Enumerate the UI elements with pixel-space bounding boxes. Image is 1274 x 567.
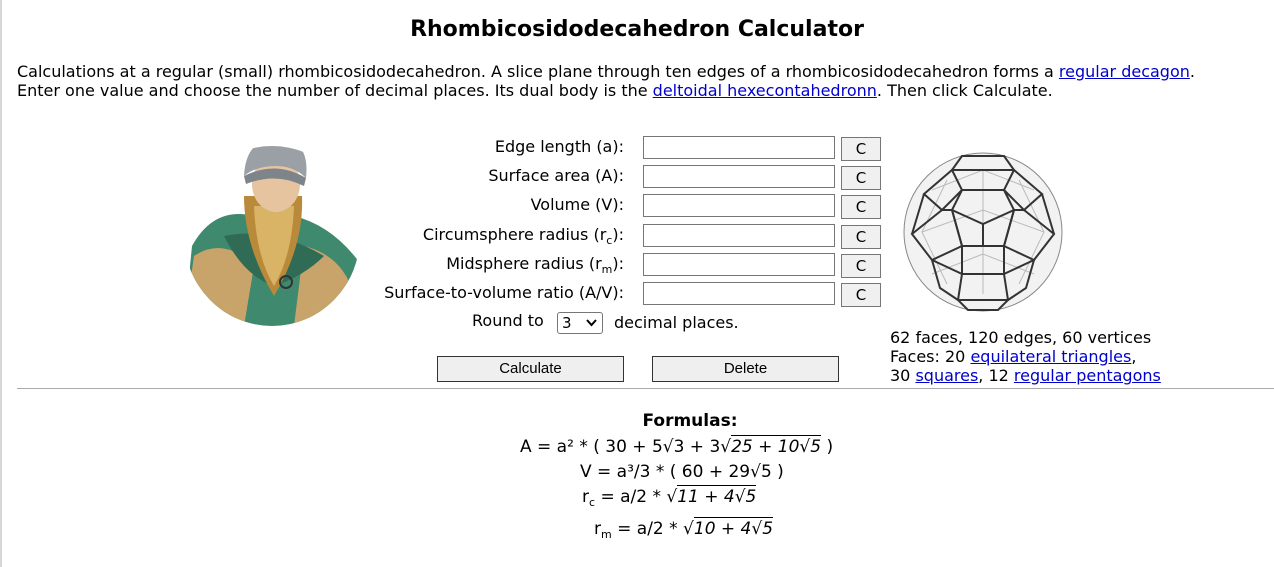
formula-A-text: A = a² * ( 30 + 5√3 + 3√ <box>520 437 732 457</box>
decimal-places-label: decimal places. <box>614 313 739 332</box>
dual-body-link[interactable]: deltoidal hexecontahedronn <box>652 81 877 100</box>
intro-line1-end: . <box>1189 62 1195 81</box>
delete-button[interactable]: Delete <box>652 356 839 382</box>
edge-length-clear-button[interactable]: C <box>841 137 881 161</box>
round-label: Round to <box>472 311 544 330</box>
volume-input[interactable] <box>643 194 835 217</box>
formula-circumsphere <box>582 487 756 507</box>
formula-surface-area <box>520 437 833 457</box>
intro-line2-end: . Then click Calculate. <box>876 81 1053 100</box>
formula-rc-r: r <box>582 487 589 507</box>
circumsphere-label-text: Circumsphere radius (r <box>422 225 607 244</box>
regular-pentagons-link[interactable]: regular pentagons <box>1013 366 1161 385</box>
calculate-button[interactable]: Calculate <box>437 356 624 382</box>
circumsphere-label-sub: c <box>606 234 613 247</box>
info-squares-count: 30 <box>890 366 916 385</box>
divider <box>17 388 1274 389</box>
left-border <box>0 0 2 567</box>
midsphere-radius-clear-button[interactable]: C <box>841 254 881 278</box>
archimedes-portrait <box>184 136 362 326</box>
midsphere-label-sub: m <box>601 263 613 276</box>
info-counts: 62 faces, 120 edges, 60 vertices <box>890 328 1152 347</box>
squares-link[interactable]: squares <box>915 366 979 385</box>
circumsphere-radius-clear-button[interactable]: C <box>841 225 881 249</box>
rhombicosidodecahedron-figure <box>902 150 1064 314</box>
chevron-down-icon <box>586 313 597 339</box>
intro-line1: Calculations at a regular (small) rhombicosidodecahedron. A slice plane through ten edges of a rhombicosidodecahedron forms a <box>17 62 1059 81</box>
intro-text <box>17 62 1195 100</box>
page-title: Rhombicosidodecahedron Calculator <box>410 17 864 42</box>
formula-rc-text: = a/2 * √ <box>595 487 678 507</box>
midsphere-radius-input[interactable] <box>643 253 835 276</box>
midsphere-radius-label <box>446 254 624 276</box>
decimal-places-value: 3 <box>562 314 572 332</box>
formula-rm-radicand: 10 + 4√5 <box>693 519 774 539</box>
intro-line2: Enter one value and choose the number of decimal places. Its dual body is the <box>17 81 653 100</box>
formula-rm-text: = a/2 * √ <box>611 519 694 539</box>
edge-length-input[interactable] <box>643 136 835 159</box>
equilateral-triangles-link[interactable]: equilateral triangles <box>970 347 1132 366</box>
formula-rm-r: r <box>594 519 601 539</box>
formula-midsphere <box>594 519 773 539</box>
decimal-places-select[interactable] <box>557 312 603 334</box>
surface-volume-ratio-input[interactable] <box>643 282 835 305</box>
circumsphere-radius-label <box>422 225 624 247</box>
info-faces-label: Faces: 20 <box>890 347 971 366</box>
volume-label: Volume (V): <box>530 195 624 214</box>
circumsphere-label-end: ): <box>612 225 624 244</box>
formula-A-radicand: 25 + 10√5 <box>731 437 822 457</box>
info-pentagons-count: , 12 <box>978 366 1014 385</box>
formulas-title: Formulas: <box>642 411 738 431</box>
midsphere-label-text: Midsphere radius (r <box>446 254 602 273</box>
formula-volume: V = a³/3 * ( 60 + 29√5 ) <box>580 462 784 482</box>
volume-clear-button[interactable]: C <box>841 195 881 219</box>
regular-decagon-link[interactable]: regular decagon <box>1058 62 1190 81</box>
midsphere-label-end: ): <box>612 254 624 273</box>
surface-area-input[interactable] <box>643 165 835 188</box>
formula-rc-radicand: 11 + 4√5 <box>677 487 757 507</box>
formula-rc-sub: c <box>589 496 596 509</box>
circumsphere-radius-input[interactable] <box>643 224 835 247</box>
surface-volume-ratio-clear-button[interactable]: C <box>841 283 881 307</box>
formula-rm-sub: m <box>601 528 612 541</box>
polyhedron-info <box>890 328 1161 385</box>
formula-A-end: ) <box>821 437 834 457</box>
surface-area-clear-button[interactable]: C <box>841 166 881 190</box>
surface-area-label: Surface area (A): <box>488 166 624 185</box>
edge-length-label: Edge length (a): <box>494 137 624 156</box>
surface-volume-ratio-label: Surface-to-volume ratio (A/V): <box>384 283 624 302</box>
info-faces-comma: , <box>1131 347 1137 366</box>
